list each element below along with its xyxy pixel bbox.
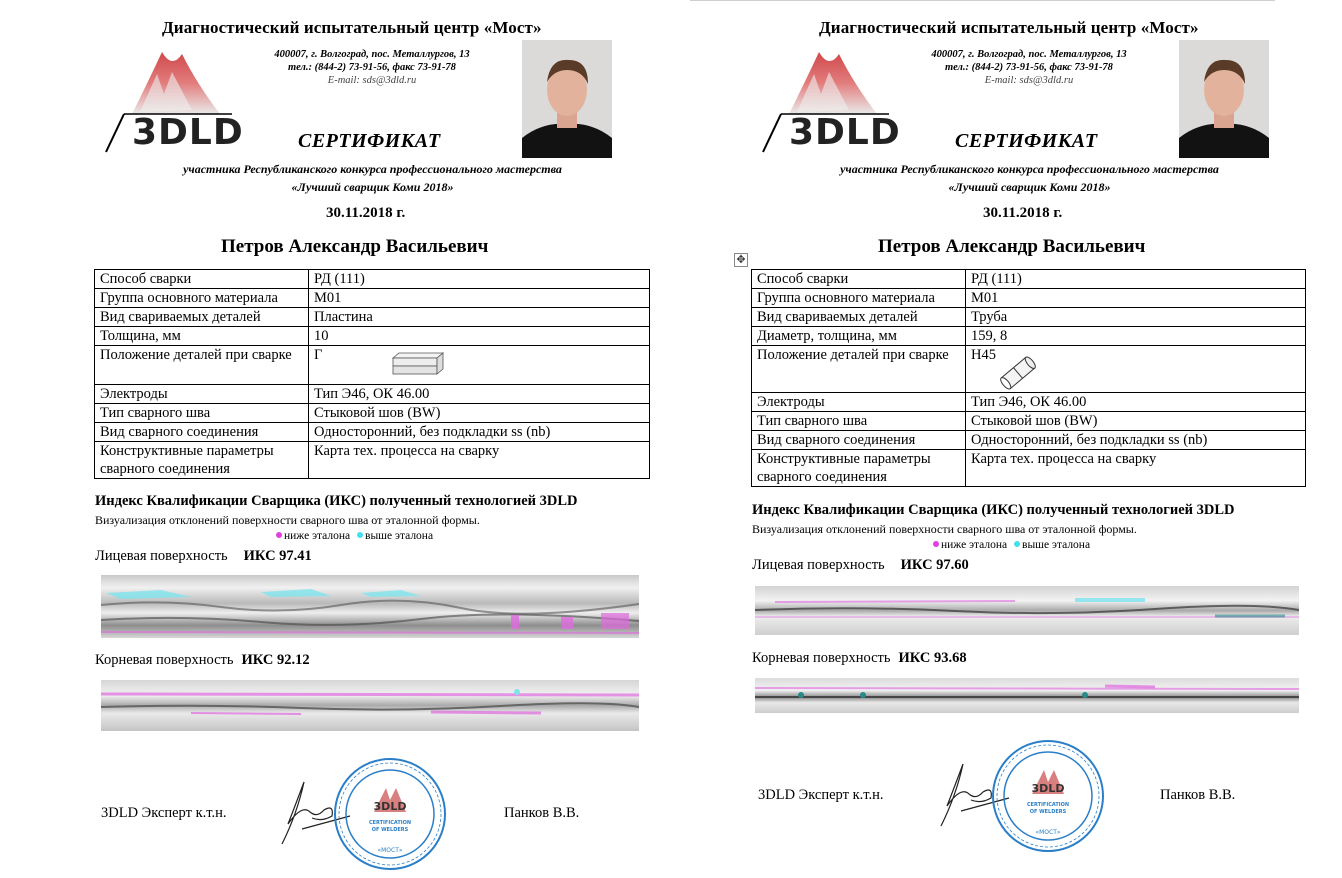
svg-text:CERTIFICATION: CERTIFICATION bbox=[1026, 802, 1070, 808]
table-move-handle-icon[interactable]: ✥ bbox=[734, 253, 748, 267]
param-key: Тип сварного шва bbox=[95, 404, 309, 423]
param-key: Способ сварки bbox=[752, 270, 966, 289]
param-value: М01 bbox=[966, 289, 1306, 308]
param-value bbox=[309, 346, 650, 385]
certificate-heading: СЕРТИФИКАТ bbox=[955, 130, 1098, 152]
param-key: Положение деталей при сварке bbox=[752, 346, 966, 393]
iks-title: Индекс Квалификации Сварщика (ИКС) полученный технологией 3DLD bbox=[95, 493, 578, 509]
param-value: 10 bbox=[309, 327, 650, 346]
param-value: Карта тех. процесса на сварку bbox=[966, 450, 1306, 487]
root-score: ИКС 92.12 bbox=[241, 652, 310, 668]
param-value: РД (111) bbox=[309, 270, 650, 289]
person-name: Петров Александр Васильевич bbox=[878, 236, 1146, 257]
param-value: 159, 8 bbox=[966, 327, 1306, 346]
svg-text:CERTIFICATION: CERTIFICATION bbox=[368, 820, 412, 826]
param-key: Электроды bbox=[95, 385, 309, 404]
table-row bbox=[95, 423, 650, 442]
iks-title: Индекс Квалификации Сварщика (ИКС) полученный технологией 3DLD bbox=[752, 502, 1235, 518]
table-row bbox=[752, 270, 1306, 289]
param-value: Тип Э46, ОК 46.00 bbox=[966, 393, 1306, 412]
root-weld-scan bbox=[101, 680, 639, 731]
face-label: Лицевая поверхность bbox=[752, 557, 885, 573]
root-label: Корневая поверхность bbox=[95, 652, 234, 668]
subtitle-line-1: участника Республиканского конкурса профессионального мастерства bbox=[183, 162, 562, 176]
svg-text:«МОСТ»: «МОСТ» bbox=[377, 847, 403, 854]
welder-photo bbox=[522, 40, 612, 158]
address-line: 400007, г. Волгоград, пос. Металлургов, 13 bbox=[274, 49, 470, 60]
param-value bbox=[966, 346, 1306, 393]
subtitle-line-2: «Лучший сварщик Коми 2018» bbox=[291, 180, 454, 194]
svg-text:3DLD: 3DLD bbox=[373, 800, 407, 813]
expert-label: 3DLD Эксперт к.т.н. bbox=[758, 787, 884, 803]
legend-below: ниже эталона bbox=[284, 530, 351, 542]
logo-text: 3DLD bbox=[789, 112, 901, 153]
table-row bbox=[95, 270, 650, 289]
legend-below: ниже эталона bbox=[941, 539, 1008, 551]
subtitle bbox=[100, 160, 645, 196]
face-label: Лицевая поверхность bbox=[95, 548, 228, 564]
address-block bbox=[915, 48, 1143, 87]
svg-text:OF WELDERS: OF WELDERS bbox=[371, 827, 409, 833]
below-reference-dot-icon bbox=[276, 532, 282, 538]
face-score: ИКС 97.41 bbox=[243, 548, 312, 564]
certificate-right bbox=[657, 0, 1342, 878]
param-value: Тип Э46, ОК 46.00 bbox=[309, 385, 650, 404]
param-value: Стыковой шов (BW) bbox=[309, 404, 650, 423]
param-key: Группа основного материала bbox=[95, 289, 309, 308]
certificate-date: 30.11.2018 г. bbox=[326, 205, 406, 221]
param-value: Стыковой шов (BW) bbox=[966, 412, 1306, 431]
certificate-date: 30.11.2018 г. bbox=[983, 205, 1063, 221]
param-key: Толщина, мм bbox=[95, 327, 309, 346]
table-row bbox=[95, 289, 650, 308]
subtitle-line-1: участника Республиканского конкурса профессионального мастерства bbox=[840, 162, 1219, 176]
email-line: E-mail: sds@3dld.ru bbox=[327, 75, 417, 86]
table-row bbox=[752, 431, 1306, 450]
position-value: Н45 bbox=[971, 347, 996, 363]
subtitle bbox=[757, 160, 1302, 196]
param-key: Вид сварного соединения bbox=[752, 431, 966, 450]
svg-text:«МОСТ»: «МОСТ» bbox=[1035, 829, 1061, 836]
table-row bbox=[752, 346, 1306, 393]
table-row bbox=[752, 289, 1306, 308]
person-name: Петров Александр Васильевич bbox=[221, 236, 489, 257]
address-block bbox=[258, 48, 486, 87]
legend bbox=[933, 539, 1090, 551]
iks-description: Визуализация отклонений поверхности сварного шва от эталонной формы. bbox=[752, 522, 1137, 536]
param-key: Способ сварки bbox=[95, 270, 309, 289]
above-reference-dot-icon bbox=[1014, 541, 1020, 547]
address-line: 400007, г. Волгоград, пос. Металлургов, 13 bbox=[931, 49, 1127, 60]
certificate-heading: СЕРТИФИКАТ bbox=[298, 130, 441, 152]
param-key: Вид сварного соединения bbox=[95, 423, 309, 442]
param-value: РД (111) bbox=[966, 270, 1306, 289]
above-reference-dot-icon bbox=[357, 532, 363, 538]
param-key: Диаметр, толщина, мм bbox=[752, 327, 966, 346]
table-row bbox=[95, 346, 650, 385]
certification-stamp-icon bbox=[332, 756, 448, 872]
root-score: ИКС 93.68 bbox=[898, 650, 967, 666]
param-key: Тип сварного шва bbox=[752, 412, 966, 431]
table-row bbox=[752, 450, 1306, 487]
legend-above: выше эталона bbox=[1022, 539, 1091, 551]
face-surface-label bbox=[95, 548, 312, 565]
phone-line: тел.: (844-2) 73-91-56, факс 73-91-78 bbox=[288, 62, 456, 73]
param-value: М01 bbox=[309, 289, 650, 308]
iks-description: Визуализация отклонений поверхности сварного шва от эталонной формы. bbox=[95, 513, 480, 527]
table-row bbox=[95, 327, 650, 346]
root-surface-label bbox=[95, 652, 310, 669]
svg-text:3DLD: 3DLD bbox=[1031, 782, 1065, 795]
org-title: Диагностический испытательный центр «Мост» bbox=[819, 18, 1199, 37]
root-label: Корневая поверхность bbox=[752, 650, 891, 666]
param-key: Конструктивные параметры сварного соединения bbox=[95, 442, 309, 479]
param-key: Вид свариваемых деталей bbox=[95, 308, 309, 327]
face-surface-label bbox=[752, 557, 969, 574]
expert-name: Панков В.В. bbox=[1160, 787, 1236, 803]
expert-label: 3DLD Эксперт к.т.н. bbox=[101, 805, 227, 821]
logo-text: 3DLD bbox=[132, 112, 244, 153]
below-reference-dot-icon bbox=[933, 541, 939, 547]
params-table bbox=[94, 269, 650, 479]
svg-text:OF WELDERS: OF WELDERS bbox=[1029, 809, 1067, 815]
param-key: Группа основного материала bbox=[752, 289, 966, 308]
param-value: Односторонний, без подкладки ss (nb) bbox=[309, 423, 650, 442]
welder-photo bbox=[1179, 40, 1269, 158]
subtitle-line-2: «Лучший сварщик Коми 2018» bbox=[948, 180, 1111, 194]
phone-line: тел.: (844-2) 73-91-56, факс 73-91-78 bbox=[945, 62, 1113, 73]
certification-stamp-icon bbox=[990, 738, 1106, 854]
org-title: Диагностический испытательный центр «Мост» bbox=[162, 18, 542, 37]
param-key: Конструктивные параметры сварного соединения bbox=[752, 450, 966, 487]
legend bbox=[276, 530, 433, 542]
root-weld-scan bbox=[755, 678, 1299, 713]
param-key: Положение деталей при сварке bbox=[95, 346, 309, 385]
email-line: E-mail: sds@3dld.ru bbox=[984, 75, 1074, 86]
expert-name: Панков В.В. bbox=[504, 805, 580, 821]
table-row bbox=[752, 327, 1306, 346]
flat-plate-position-icon bbox=[391, 350, 445, 378]
table-row bbox=[95, 442, 650, 479]
face-score: ИКС 97.60 bbox=[900, 557, 969, 573]
legend-above: выше эталона bbox=[365, 530, 434, 542]
pipe-h45-position-icon bbox=[998, 354, 1038, 392]
param-value: Карта тех. процесса на сварку bbox=[309, 442, 650, 479]
root-surface-label bbox=[752, 650, 967, 667]
param-value: Пластина bbox=[309, 308, 650, 327]
table-row bbox=[752, 412, 1306, 431]
table-row bbox=[95, 308, 650, 327]
table-row bbox=[95, 404, 650, 423]
face-weld-scan bbox=[101, 575, 639, 638]
param-key: Вид свариваемых деталей bbox=[752, 308, 966, 327]
table-row bbox=[752, 393, 1306, 412]
position-value: Г bbox=[314, 347, 323, 363]
params-table bbox=[751, 269, 1306, 487]
face-weld-scan bbox=[755, 586, 1299, 635]
table-row bbox=[752, 308, 1306, 327]
param-value: Односторонний, без подкладки ss (nb) bbox=[966, 431, 1306, 450]
param-value: Труба bbox=[966, 308, 1306, 327]
table-row bbox=[95, 385, 650, 404]
param-key: Электроды bbox=[752, 393, 966, 412]
